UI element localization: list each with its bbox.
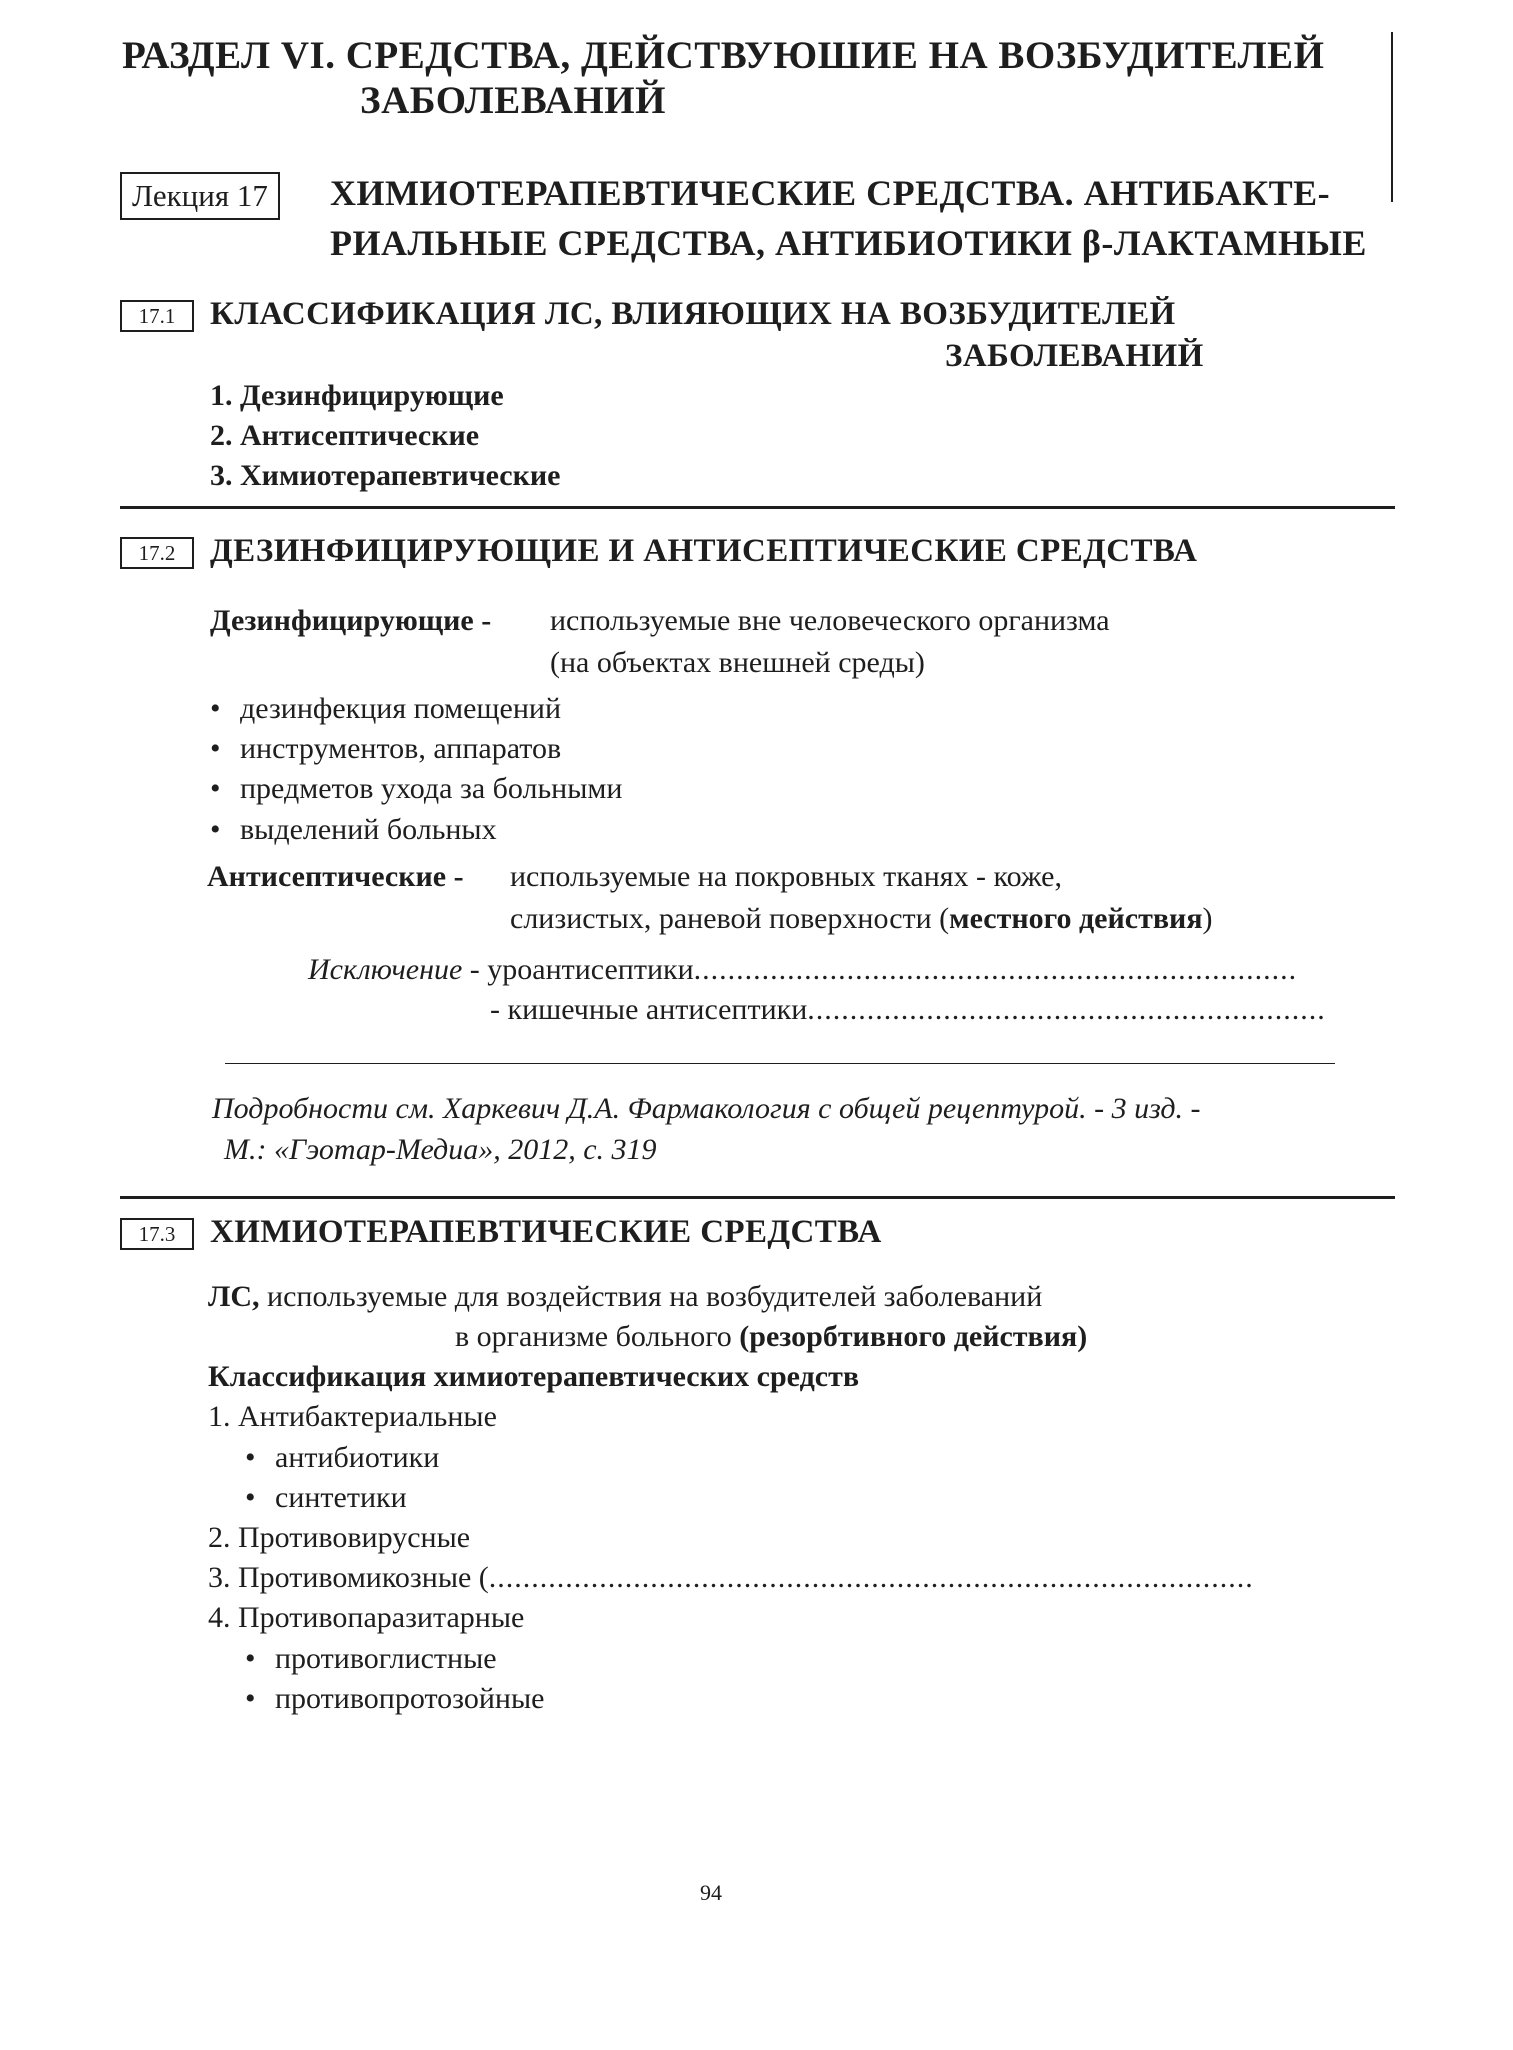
s172-title: ДЕЗИНФИЦИРУЮЩИЕ И АНТИСЕПТИЧЕСКИЕ СРЕДСТВА xyxy=(210,533,1198,569)
section-title-line1: РАЗДЕЛ VI. СРЕДСТВА, ДЕЙСТВУЮШИЕ НА ВОЗБУДИТЕЛЕЙ xyxy=(122,34,1325,77)
reference-divider xyxy=(225,1063,1335,1064)
section-title-line2: ЗАБОЛЕВАНИЙ xyxy=(360,79,666,122)
exception-item: - уроантисептики xyxy=(469,953,694,986)
class-subitem: • противопротозойные xyxy=(245,1682,544,1716)
section-number: 17.1 xyxy=(138,304,176,328)
section-number-box xyxy=(120,537,194,569)
class-item-text: 3. Противомикозные ( xyxy=(208,1561,489,1594)
section-number: 17.3 xyxy=(138,1222,176,1246)
class-subitem: • антибиотики xyxy=(245,1441,439,1475)
class-item: 4. Противопаразитарные xyxy=(208,1601,525,1634)
divider xyxy=(120,506,1395,509)
exception-item: - кишечные антисептики xyxy=(490,993,808,1026)
list-item: • предметов ухода за больными xyxy=(210,772,622,806)
ls-def-bold: (резорбтивного действия) xyxy=(739,1320,1088,1353)
ls-term: ЛС, xyxy=(208,1280,260,1313)
disinf-def-line2: (на объектах внешней среды) xyxy=(550,646,925,679)
ls-def-text: в организме больного xyxy=(455,1320,740,1353)
fill-dots: ............................................................. xyxy=(807,993,1326,1026)
antisep-def-line2 xyxy=(510,902,1213,936)
s171-title-line1: КЛАССИФИКАЦИЯ ЛС, ВЛИЯЮЩИХ НА ВОЗБУДИТЕЛЕЙ xyxy=(210,296,1176,332)
class-subitem: • синтетики xyxy=(245,1481,407,1515)
lecture-label-box xyxy=(120,172,280,220)
s171-item: 1. Дезинфицирующие xyxy=(210,379,504,412)
reference-line2: М.: «Гэотар-Медиа», 2012, с. 319 xyxy=(224,1133,657,1166)
s173-title: ХИМИОТЕРАПЕВТИЧЕСКИЕ СРЕДСТВА xyxy=(210,1214,882,1250)
lecture-title-line2: РИАЛЬНЫЕ СРЕДСТВА, АНТИБИОТИКИ β-ЛАКТАМНЫЕ xyxy=(330,223,1367,263)
list-item: • выделений больных xyxy=(210,813,497,847)
class-subitem: • противоглистные xyxy=(245,1642,497,1676)
ls-def-text: используемые для воздействия на возбудителей заболеваний xyxy=(267,1280,1043,1313)
ls-def-line2 xyxy=(455,1320,1087,1354)
antisep-def-text: слизистых, раневой поверхности ( xyxy=(510,902,950,935)
list-item: • инструментов, аппаратов xyxy=(210,732,561,766)
disinf-def-line1: используемые вне человеческого организма xyxy=(550,604,1110,637)
class-item: 1. Антибактериальные xyxy=(208,1400,497,1433)
reference-line1: Подробности см. Харкевич Д.А. Фармакология с общей рецептурой. - 3 изд. - xyxy=(212,1092,1201,1125)
divider xyxy=(120,1196,1395,1199)
s171-title-line2: ЗАБОЛЕВАНИЙ xyxy=(945,338,1204,374)
class-item xyxy=(208,1561,1254,1595)
lecture-label: Лекция 17 xyxy=(132,178,268,213)
antisep-def-line1: используемые на покровных тканях - коже, xyxy=(510,860,1062,893)
margin-line xyxy=(1391,32,1393,202)
exception-line1 xyxy=(308,953,1297,987)
ls-def-line1 xyxy=(208,1280,1042,1314)
section-number-box xyxy=(120,1218,194,1250)
section-number-box xyxy=(120,300,194,332)
list-item: • дезинфекция помещений xyxy=(210,692,561,726)
section-number: 17.2 xyxy=(138,541,176,565)
exception-label: Исключение xyxy=(308,953,463,986)
antisep-term: Антисептические - xyxy=(207,860,464,893)
exception-line2 xyxy=(490,993,1326,1027)
antisep-def-end: ) xyxy=(1202,902,1213,935)
class-item: 2. Противовирусные xyxy=(208,1521,471,1554)
classification-title: Классификация химиотерапевтических средств xyxy=(208,1360,860,1393)
page-number: 94 xyxy=(700,1880,722,1905)
fill-dots: ....................................................................... xyxy=(693,953,1298,986)
antisep-def-bold: местного действия xyxy=(949,902,1203,935)
disinf-term: Дезинфицирующие - xyxy=(210,604,492,637)
lecture-title-line1: ХИМИОТЕРАПЕВТИЧЕСКИЕ СРЕДСТВА. АНТИБАКТЕ- xyxy=(330,173,1331,213)
s171-item: 3. Химиотерапевтические xyxy=(210,459,561,492)
s171-item: 2. Антисептические xyxy=(210,419,480,452)
fill-dots: .......................................................................................... xyxy=(488,1561,1254,1594)
